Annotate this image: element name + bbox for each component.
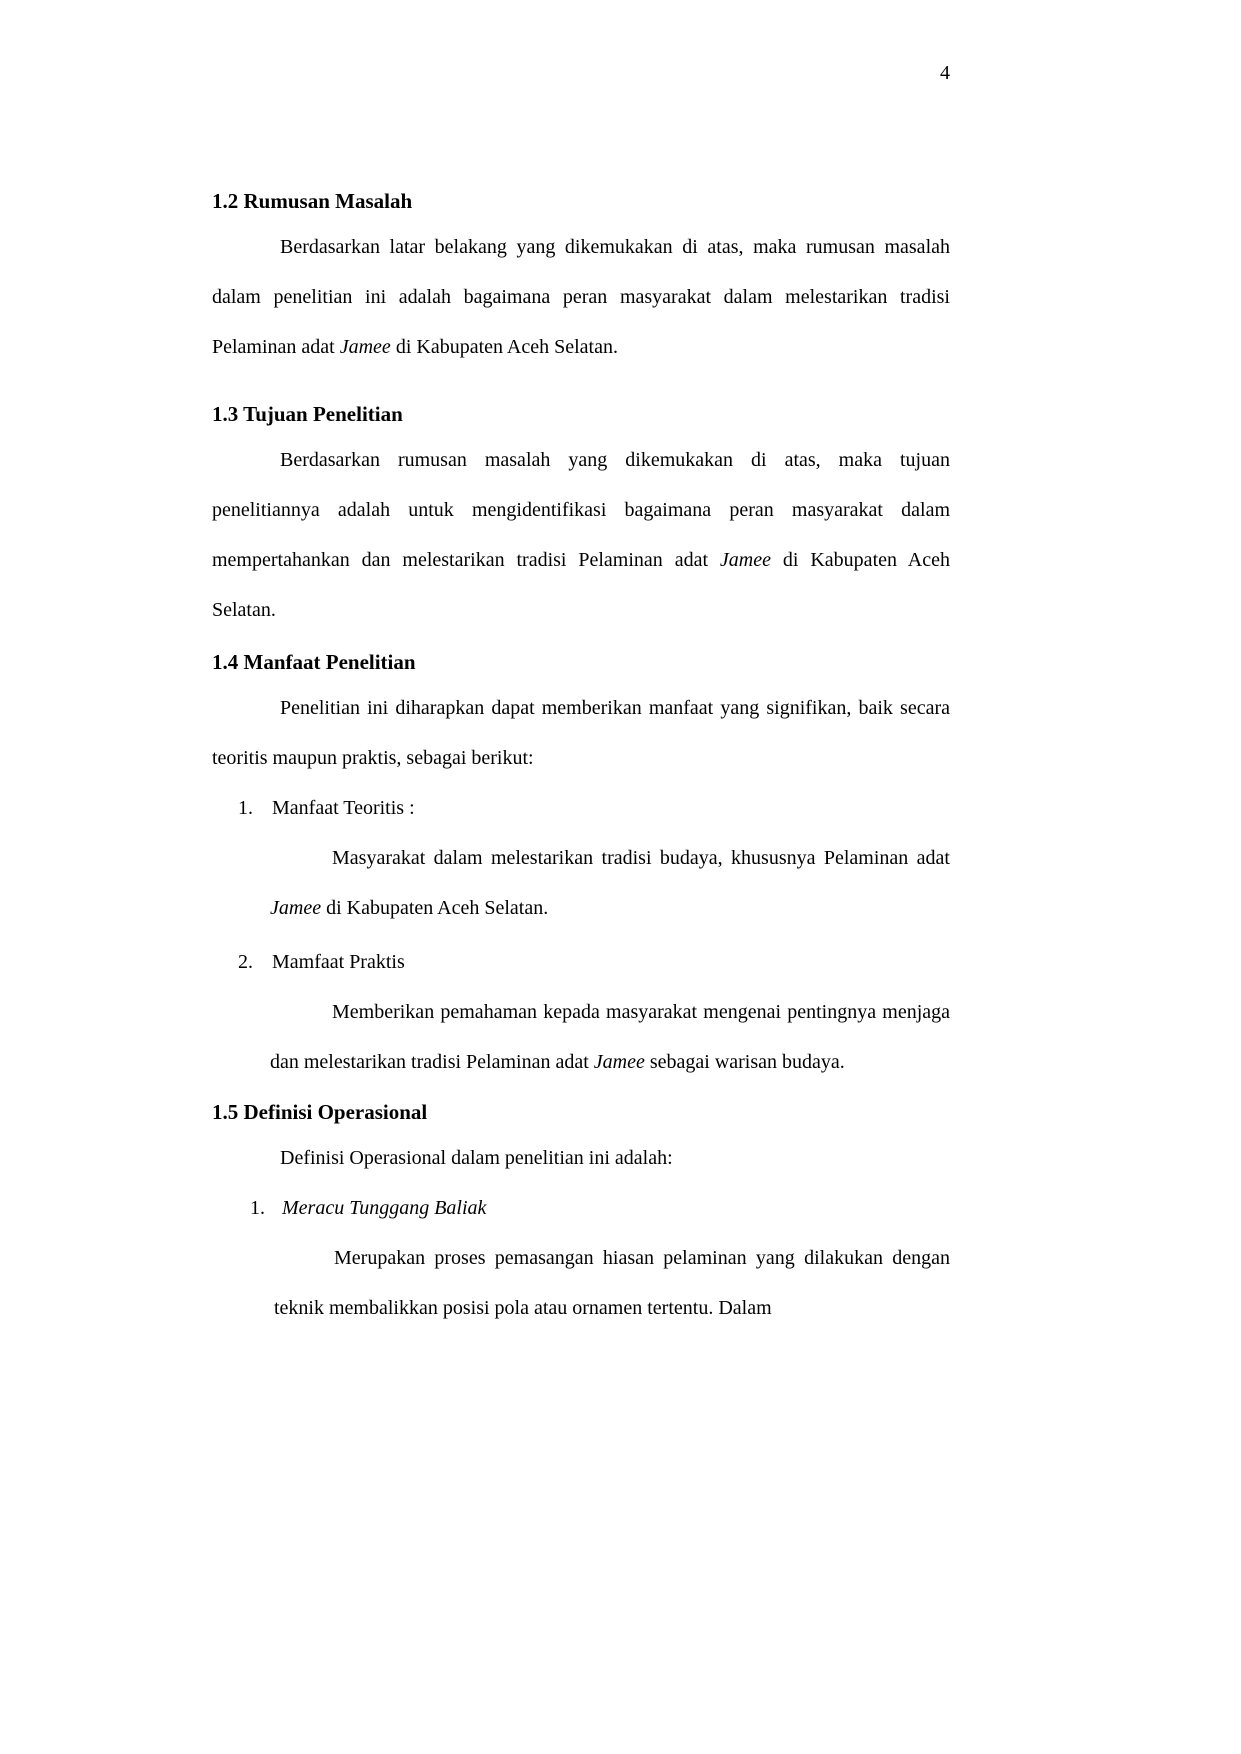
paragraph-rumusan-masalah — [212, 222, 950, 372]
paragraph-definisi-intro: Definisi Operasional dalam penelitian ini adalah: — [280, 1147, 673, 1169]
page-number: 4 — [940, 62, 950, 84]
italic-term-jamee: Jamee — [719, 549, 771, 571]
heading-tujuan-penelitian: 1.3 Tujuan Penelitian — [212, 402, 403, 426]
italic-term-jamee: Jamee — [270, 897, 322, 919]
italic-term-jamee: Jamee — [593, 1051, 645, 1073]
list-item-number: 1. — [238, 797, 253, 819]
text-segment: Berdasarkan latar belakang yang dikemukakan di atas, maka rumusan masalah dalam penelitian ini adalah bagaimana peran masyarakat dalam melestarikan tradisi Pelaminan adat — [212, 236, 950, 358]
list-item-title: Manfaat Teoritis : — [272, 797, 415, 819]
list-item-title: Mamfaat Praktis — [272, 951, 405, 973]
page-content — [212, 58, 950, 1333]
heading-rumusan-masalah: 1.2 Rumusan Masalah — [212, 189, 413, 213]
list-item-head — [212, 937, 950, 987]
text-segment: Masyarakat dalam melestarikan tradisi budaya, khususnya Pelaminan adat — [332, 847, 950, 869]
list-item-head — [212, 783, 950, 833]
italic-term-jamee: Jamee — [339, 336, 391, 358]
text-segment: di Kabupaten Aceh Selatan. — [390, 336, 618, 358]
text-segment: Berdasarkan rumusan masalah yang dikemukakan di atas, maka tujuan penelitiannya adalah untuk mengidentifikasi bagaimana peran masyarakat dalam mempertahankan dan melestarikan tradisi Pelaminan adat — [212, 449, 950, 571]
list-item-body — [270, 833, 950, 933]
list-item-meracu-tunggang-baliak — [212, 1183, 950, 1333]
paragraph-manfaat-intro: Penelitian ini diharapkan dapat memberikan manfaat yang signifikan, baik secara teoritis maupun praktis, sebagai berikut: — [212, 697, 950, 769]
heading-manfaat-penelitian: 1.4 Manfaat Penelitian — [212, 650, 416, 674]
list-item-manfaat-teoritis — [212, 783, 950, 933]
text-segment: di Kabupaten Aceh Selatan. — [321, 897, 549, 919]
list-item-head — [212, 1183, 950, 1233]
definisi-list — [212, 1183, 950, 1333]
text-segment: Memberikan pemahaman kepada masyarakat mengenai pentingnya menjaga dan melestarikan tradisi Pelaminan adat — [270, 1001, 950, 1073]
list-item-title: Meracu Tunggang Baliak — [282, 1197, 487, 1219]
list-item-number: 2. — [238, 951, 253, 973]
list-item-body — [274, 1233, 950, 1333]
list-item-body — [270, 987, 950, 1087]
paragraph-tujuan-penelitian — [212, 435, 950, 635]
list-item-mamfaat-praktis — [212, 937, 950, 1087]
heading-definisi-operasional: 1.5 Definisi Operasional — [212, 1100, 428, 1124]
manfaat-list — [212, 783, 950, 1087]
text-segment: di Kabupaten Aceh Selatan. — [212, 549, 950, 621]
text-segment: sebagai warisan budaya. — [644, 1051, 845, 1073]
list-item-number: 1. — [250, 1197, 265, 1219]
text-segment: Merupakan proses pemasangan hiasan pelaminan yang dilakukan dengan teknik membalikkan posisi pola atau ornamen tertentu. Dalam — [274, 1247, 950, 1319]
